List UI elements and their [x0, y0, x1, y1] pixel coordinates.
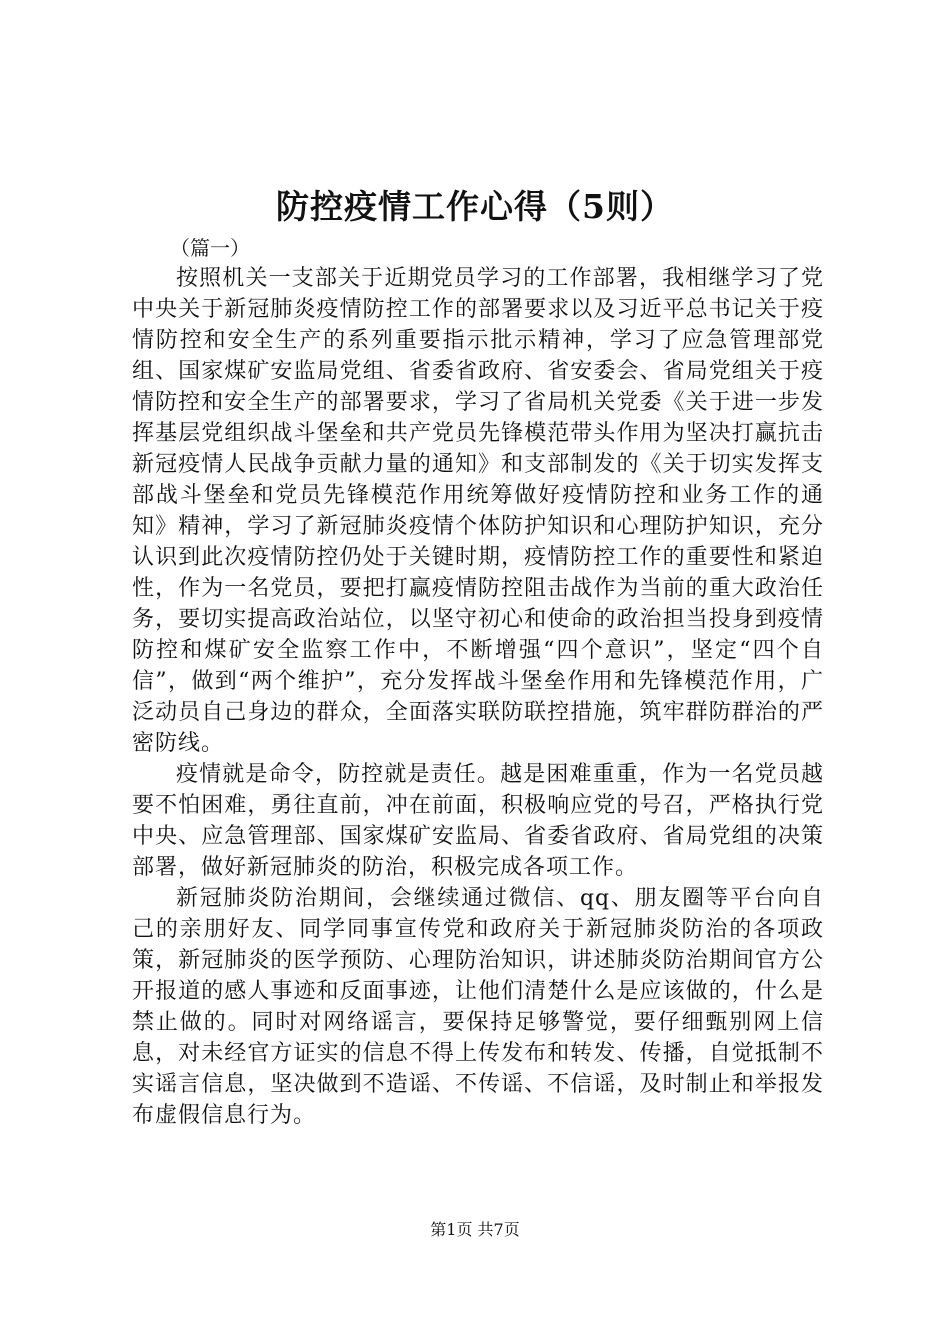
page-number-footer: 第1页 共7页: [430, 1220, 520, 1239]
section-label: （篇一）: [170, 236, 250, 260]
paragraph-2: 疫情就是命令，防控就是责任。越是困难重重，作为一名党员越要不怕困难，勇往直前，冲在前面，积极响应党的号召，严格执行党中央、应急管理部、国家煤矿安监局、省委省政府、省局党组的决策部署，做好新冠肺炎的防治，积极完成各项工作。: [132, 762, 824, 880]
document-title: 防控疫情工作心得（5则）: [276, 187, 674, 226]
paragraph-3: 新冠肺炎防治期间，会继续通过微信、qq、朋友圈等平台向自己的亲朋好友、同学同事宣传党和政府关于新冠肺炎防治的各项政策，新冠肺炎的医学预防、心理防治知识，讲述肺炎防治期间官方公开报道的感人事迹和反面事迹，让他们清楚什么是应该做的，什么是禁止做的。同时对网络谣言，要保持足够警觉，要仔细甄别网上信息，对未经官方证实的信息不得上传发布和转发、传播，自觉抵制不实谣言信息，坚决做到不造谣、不传谣、不信谣，及时制止和举报发布虚假信息行为。: [132, 886, 824, 1128]
paragraph-1: 按照机关一支部关于近期党员学习的工作部署，我相继学习了党中央关于新冠肺炎疫情防控工作的部署要求以及习近平总书记关于疫情防控和安全生产的系列重要指示批示精神，学习了应急管理部党组、国家煤矿安监局党组、省委省政府、省安委会、省局党组关于疫情防控和安全生产的部署要求，学习了省局机关党委《关于进一步发挥基层党组织战斗堡垒和共产党员先锋模范带头作用为坚决打赢抗击新冠疫情人民战争贡献力量的通知》和支部制发的《关于切实发挥支部战斗堡垒和党员先锋模范作用统筹做好疫情防控和业务工作的通知》精神，学习了新冠肺炎疫情个体防护知识和心理防护知识，充分认识到此次疫情防控仍处于关键时期，疫情防控工作的重要性和紧迫性，作为一名党员，要把打赢疫情防控阻击战作为当前的重大政治任务，要切实提高政治站位，以坚守初心和使命的政治担当投身到疫情防控和煤矿安全监察工作中，不断增强“四个意识”，坚定“四个自信”，做到“两个维护”，充分发挥战斗堡垒作用和先锋模范作用，广泛动员自己身边的群众，全面落实联防联控措施，筑牢群防群治的严密防线。: [132, 266, 824, 756]
document-body: [132, 234, 824, 1131]
